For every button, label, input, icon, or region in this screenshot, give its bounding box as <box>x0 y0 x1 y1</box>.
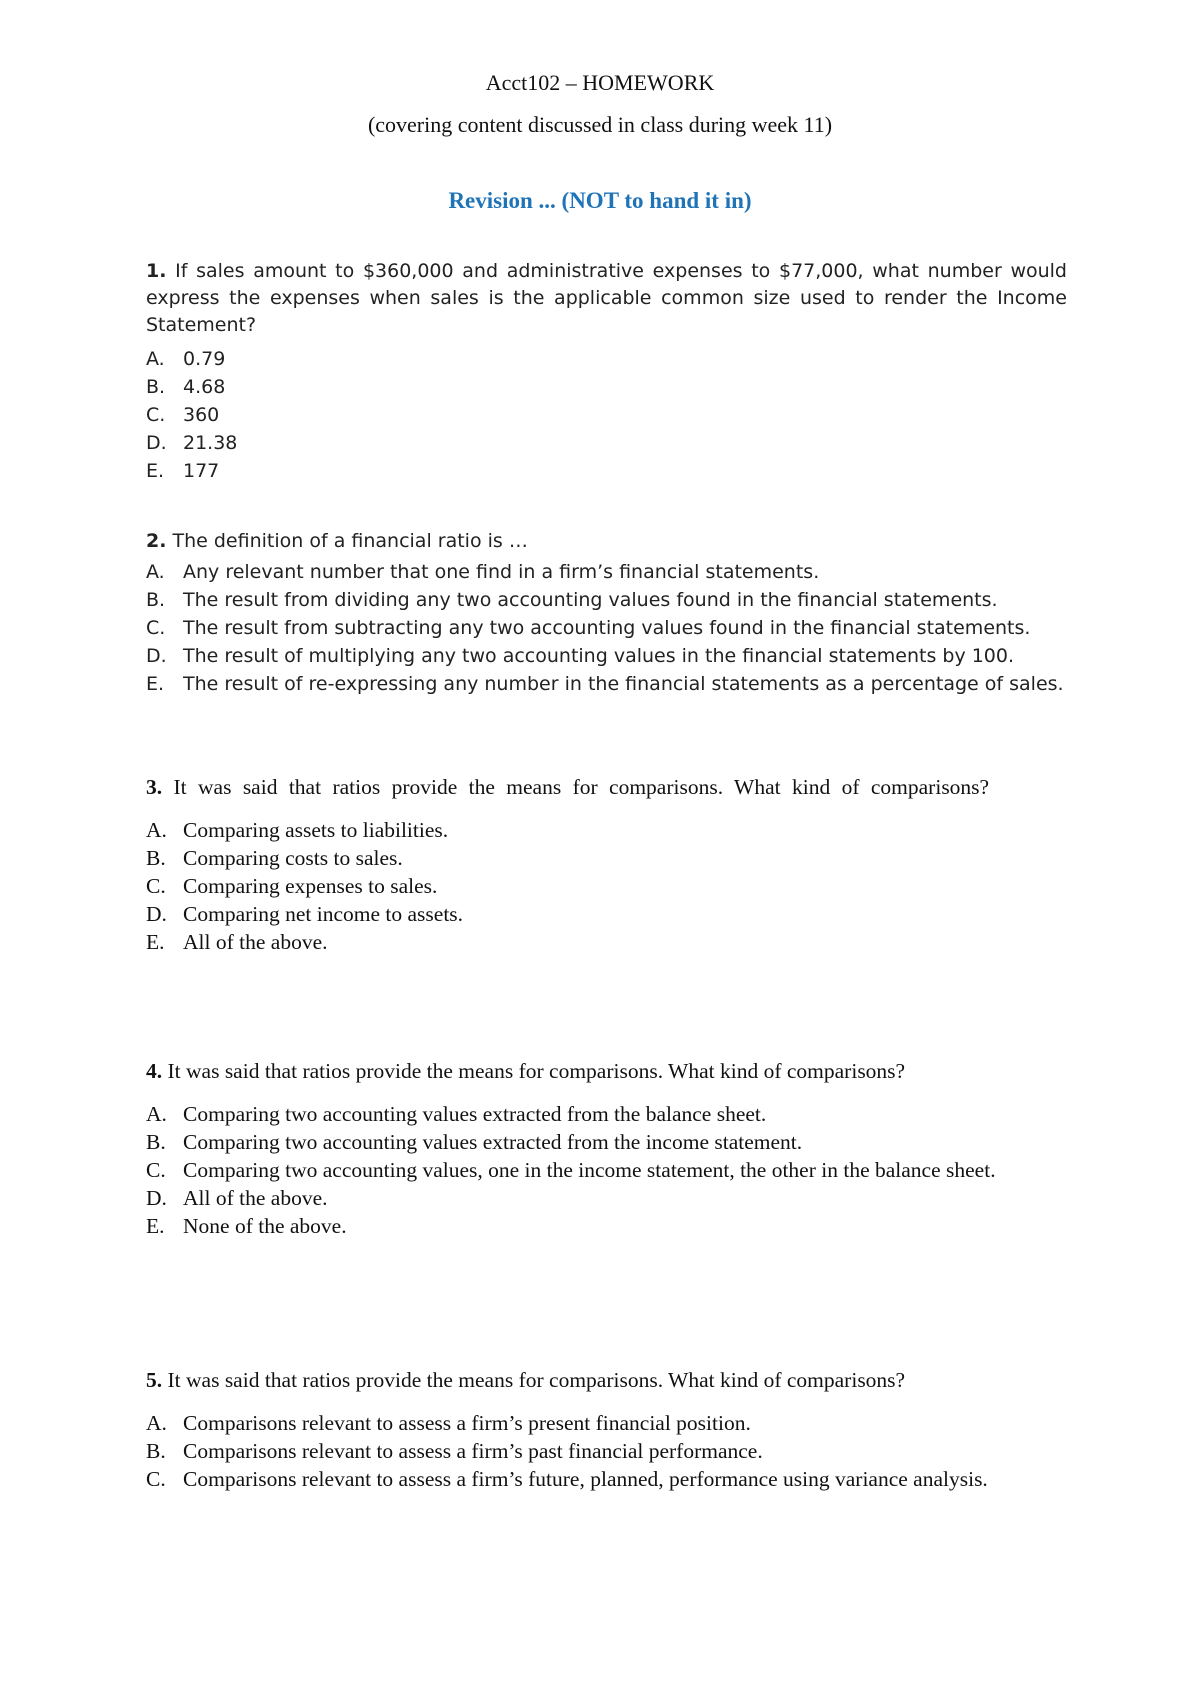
option-letter: C. <box>146 404 166 426</box>
option-text: 0.79 <box>183 348 226 370</box>
question-body: The definition of a financial ratio is … <box>166 530 528 552</box>
option-text: Comparing two accounting values, one in the income statement, the other in the balance sheet. <box>183 1158 996 1182</box>
option-letter: B. <box>146 1130 166 1154</box>
option-letter: B. <box>146 589 166 611</box>
question-text <box>146 258 1067 339</box>
option-text: Any relevant number that one find in a firm’s financial statements. <box>183 561 820 583</box>
answer-options <box>146 1100 1067 1240</box>
option-letter: B. <box>146 846 166 870</box>
question-number: 3. <box>146 775 163 799</box>
question-body: If sales amount to $360,000 and administrative expenses to $77,000, what number would express the expenses when sales is the applicable common size used to render the Income Statement? <box>146 260 1067 336</box>
question-1 <box>146 258 1067 485</box>
option-a <box>146 1100 1067 1128</box>
option-a <box>146 345 1067 373</box>
option-letter: A. <box>146 348 165 370</box>
question-text <box>146 766 1067 808</box>
option-letter: D. <box>146 1186 167 1210</box>
revision-note: Revision ... (NOT to hand it in) <box>448 188 752 213</box>
answer-options <box>146 1409 1067 1493</box>
option-text: The result of multiplying any two accounting values in the financial statements by 100. <box>183 645 1015 667</box>
option-letter: E. <box>146 1214 165 1238</box>
option-text: None of the above. <box>183 1214 347 1238</box>
question-2 <box>146 527 1067 698</box>
option-letter: E. <box>146 460 165 482</box>
option-letter: A. <box>146 1102 167 1126</box>
option-text: Comparisons relevant to assess a firm’s future, planned, performance using variance analysis. <box>183 1467 988 1491</box>
option-text: The result of re-expressing any number in the financial statements as a percentage of sales. <box>183 673 1064 695</box>
question-body: It was said that ratios provide the means for comparisons. What kind of comparisons? <box>162 1059 906 1083</box>
option-b <box>146 1437 1067 1465</box>
option-text: The result from subtracting any two accounting values found in the financial statements. <box>183 617 1031 639</box>
option-letter: D. <box>146 645 167 667</box>
option-text: Comparing costs to sales. <box>183 846 403 870</box>
option-b <box>146 844 1067 872</box>
question-text <box>146 527 1067 555</box>
option-text: Comparing two accounting values extracted from the income statement. <box>183 1130 803 1154</box>
option-b <box>146 586 1067 614</box>
question-text <box>146 1359 1067 1401</box>
option-letter: C. <box>146 1158 166 1182</box>
option-d <box>146 1184 1067 1212</box>
option-text: All of the above. <box>183 930 328 954</box>
option-text: Comparing net income to assets. <box>183 902 464 926</box>
question-number: 4. <box>146 1059 163 1083</box>
option-letter: A. <box>146 1411 167 1435</box>
option-e <box>146 928 1067 956</box>
question-4 <box>146 1050 1067 1240</box>
question-5 <box>146 1359 1067 1493</box>
option-text: All of the above. <box>183 1186 328 1210</box>
option-letter: D. <box>146 902 167 926</box>
option-letter: D. <box>146 432 167 454</box>
option-d <box>146 900 1067 928</box>
option-d <box>146 429 1067 457</box>
option-letter: E. <box>146 673 165 695</box>
question-number: 1. <box>146 260 167 282</box>
option-e <box>146 1212 1067 1240</box>
document-title: Acct102 – HOMEWORK <box>485 70 715 95</box>
question-number: 2. <box>146 530 167 552</box>
answer-options <box>146 816 1067 956</box>
option-b <box>146 1128 1067 1156</box>
option-b <box>146 373 1067 401</box>
option-c <box>146 1465 1067 1493</box>
option-a <box>146 558 1067 586</box>
option-a <box>146 816 1067 844</box>
question-body: It was said that ratios provide the means for comparisons. What kind of comparisons? <box>162 1368 906 1392</box>
question-number: 5. <box>146 1368 163 1392</box>
option-text: 4.68 <box>183 376 226 398</box>
question-body: It was said that ratios provide the means for comparisons. What kind of comparisons? <box>162 775 990 799</box>
option-e <box>146 670 1067 698</box>
option-letter: B. <box>146 1439 166 1463</box>
option-letter: C. <box>146 874 166 898</box>
option-e <box>146 457 1067 485</box>
document-subtitle: (covering content discussed in class during week 11) <box>367 112 833 137</box>
option-letter: A. <box>146 818 167 842</box>
option-text: 360 <box>183 404 220 426</box>
option-d <box>146 642 1067 670</box>
option-c <box>146 872 1067 900</box>
option-text: Comparing assets to liabilities. <box>183 818 449 842</box>
option-text: Comparisons relevant to assess a firm’s past financial performance. <box>183 1439 763 1463</box>
question-3 <box>146 766 1067 956</box>
option-text: The result from dividing any two accounting values found in the financial statements. <box>183 589 998 611</box>
question-text <box>146 1050 1067 1092</box>
option-letter: C. <box>146 617 166 639</box>
option-text: 21.38 <box>183 432 238 454</box>
option-text: Comparisons relevant to assess a firm’s present financial position. <box>183 1411 751 1435</box>
option-c <box>146 1156 1067 1184</box>
option-c <box>146 614 1067 642</box>
answer-options <box>146 558 1067 698</box>
option-letter: B. <box>146 376 166 398</box>
option-a <box>146 1409 1067 1437</box>
option-letter: E. <box>146 930 165 954</box>
answer-options <box>146 345 1067 485</box>
option-c <box>146 401 1067 429</box>
option-text: Comparing expenses to sales. <box>183 874 438 898</box>
option-letter: A. <box>146 561 165 583</box>
option-letter: C. <box>146 1467 166 1491</box>
option-text: Comparing two accounting values extracted from the balance sheet. <box>183 1102 767 1126</box>
option-text: 177 <box>183 460 220 482</box>
